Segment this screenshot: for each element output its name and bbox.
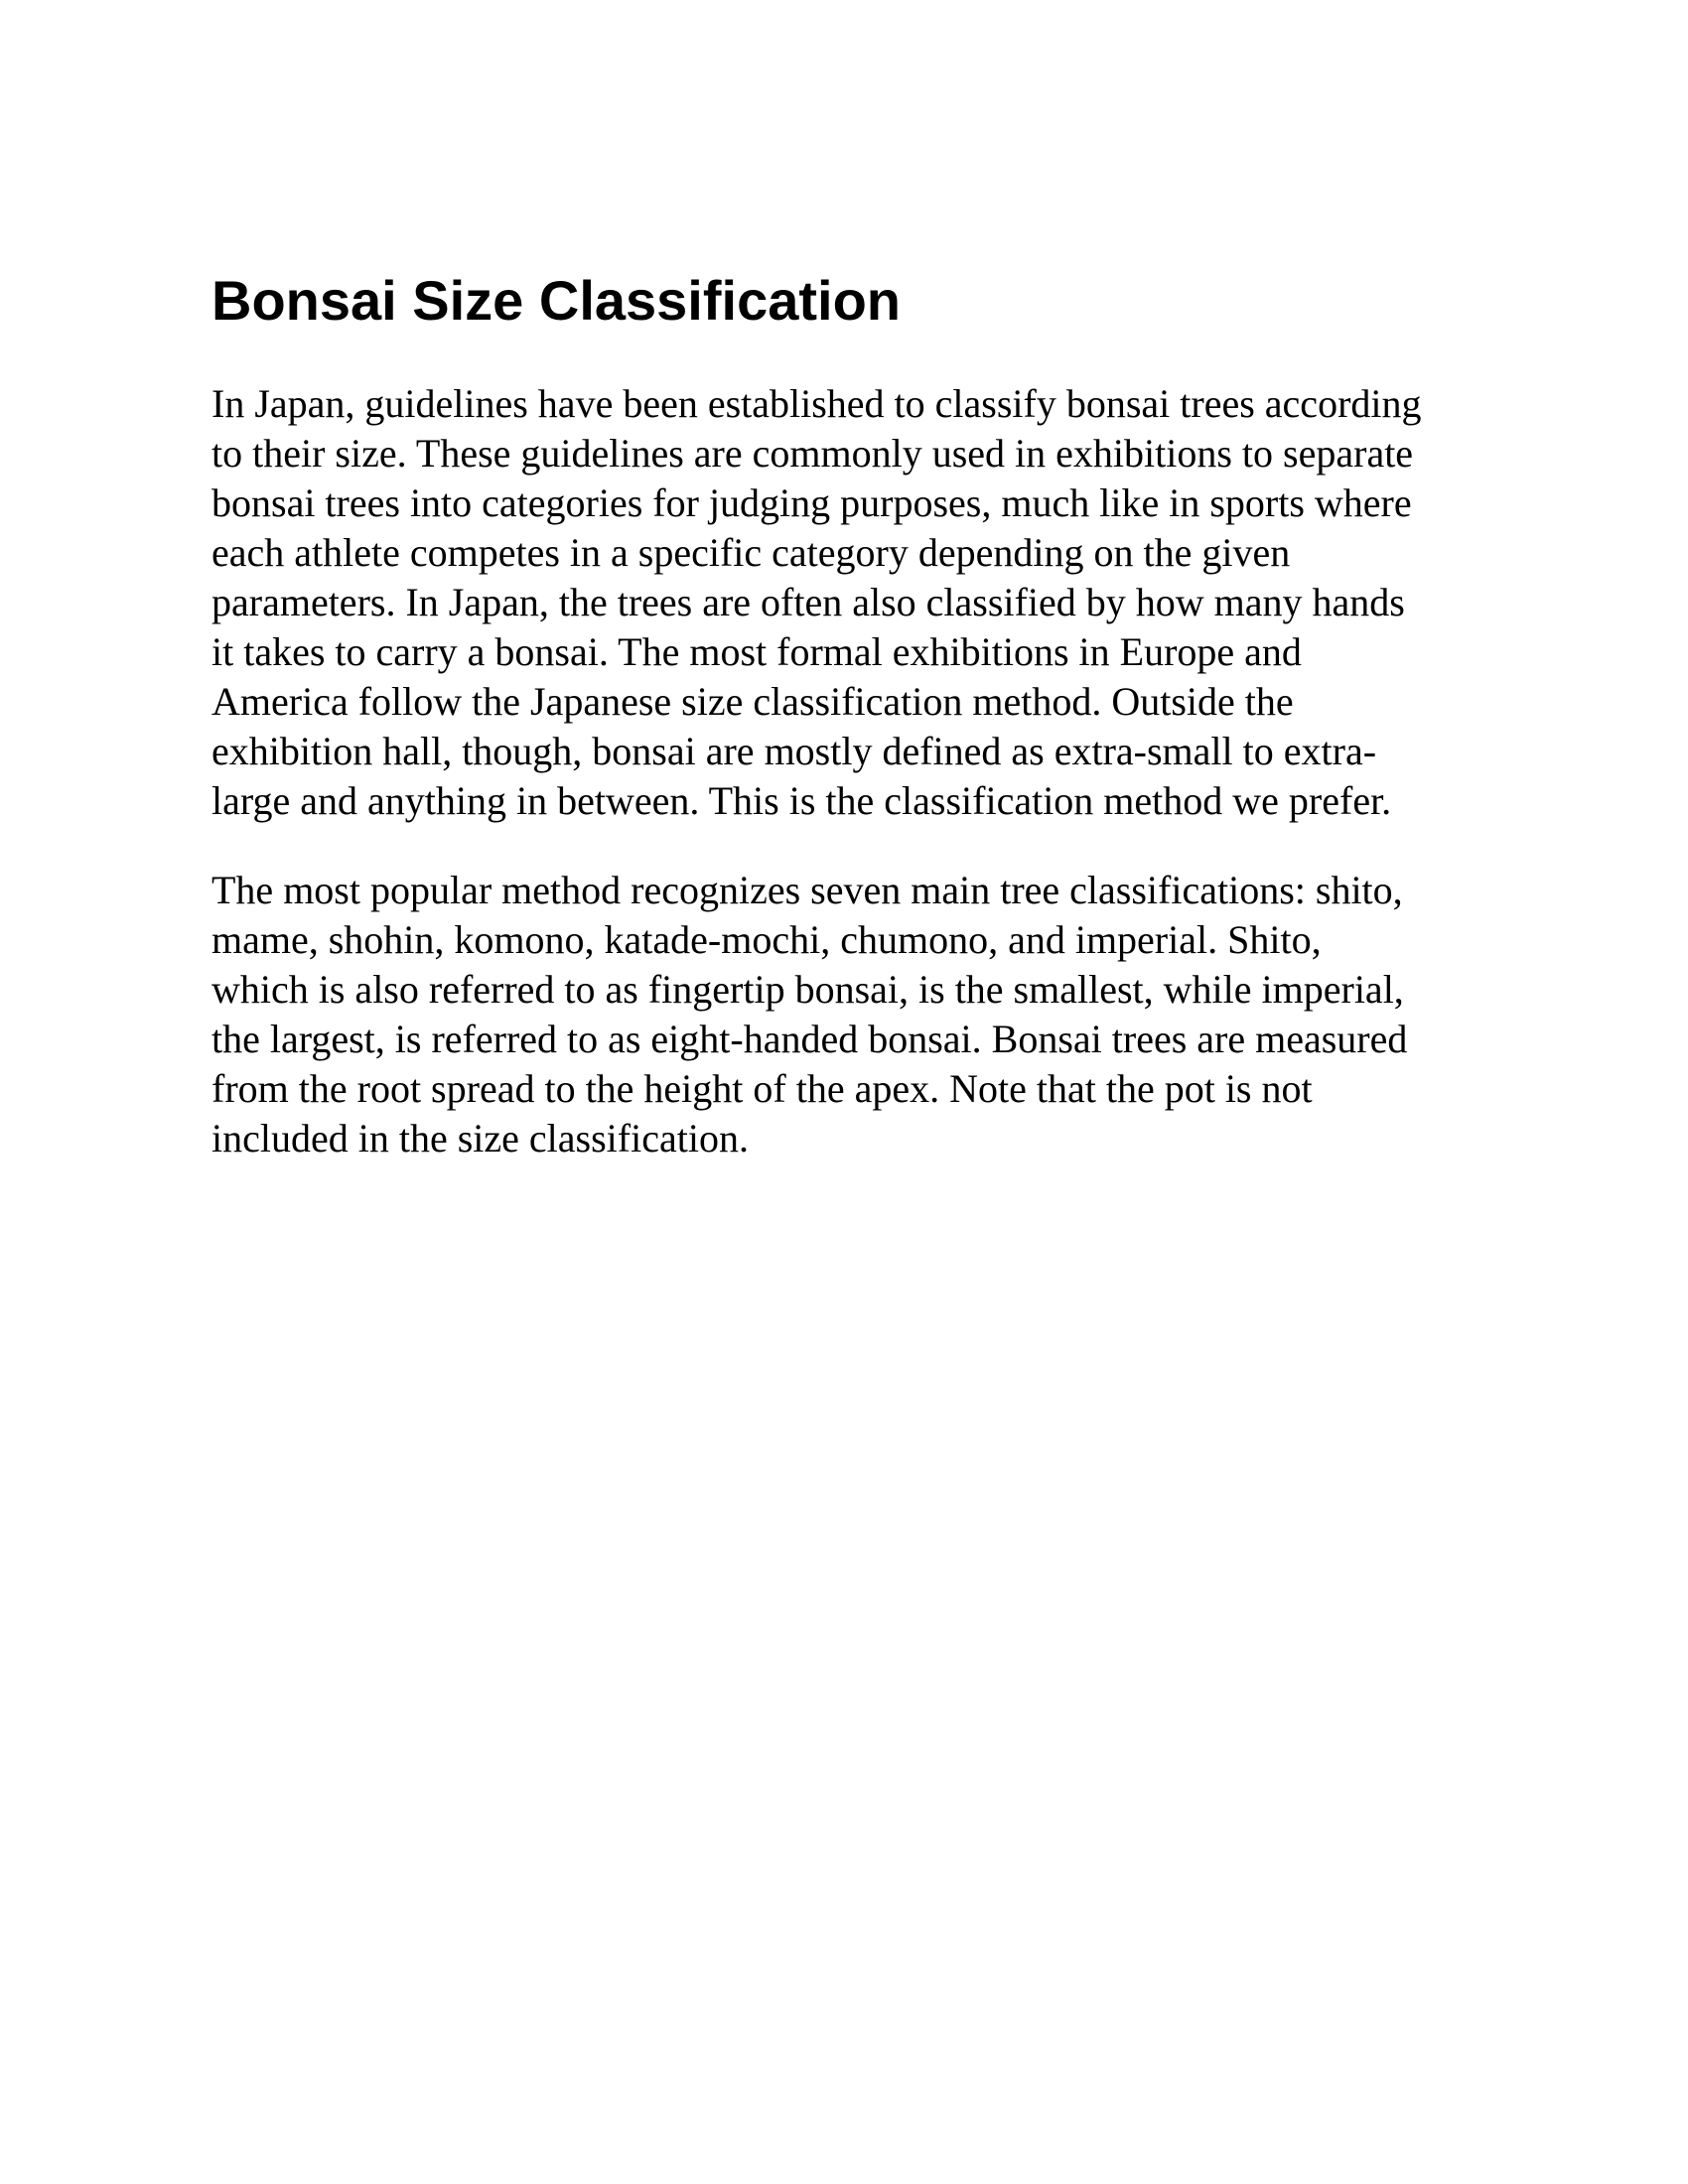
paragraph-line: the largest, is referred to as eight-handed bonsai. Bonsai trees are measured (211, 1017, 1408, 1061)
paragraph-line: exhibition hall, though, bonsai are mostly defined as extra-small to extra- (211, 729, 1377, 773)
paragraph-line: The most popular method recognizes seven main tree classifications: shito, (211, 868, 1403, 912)
paragraph-line: large and anything in between. This is the classification method we prefer. (211, 778, 1392, 823)
paragraph-line: bonsai trees into categories for judging purposes, much like in sports where (211, 480, 1412, 525)
paragraph-2 (211, 866, 1492, 1163)
document-page (211, 266, 1492, 1203)
paragraph-line: parameters. In Japan, the trees are often also classified by how many hands (211, 580, 1405, 624)
paragraph-1 (211, 379, 1492, 826)
paragraph-line: included in the size classification. (211, 1116, 749, 1160)
paragraph-line: to their size. These guidelines are commonly used in exhibitions to separate (211, 431, 1414, 476)
paragraph-line: each athlete competes in a specific category depending on the given (211, 530, 1291, 575)
paragraph-line: mame, shohin, komono, katade-mochi, chumono, and imperial. Shito, (211, 917, 1322, 962)
page-title: Bonsai Size Classification (211, 269, 901, 332)
paragraph-line: it takes to carry a bonsai. The most formal exhibitions in Europe and (211, 629, 1302, 674)
paragraph-line: which is also referred to as fingertip bonsai, is the smallest, while imperial, (211, 967, 1404, 1012)
paragraph-line: In Japan, guidelines have been established to classify bonsai trees according (211, 381, 1422, 426)
paragraph-line: from the root spread to the height of the apex. Note that the pot is not (211, 1066, 1313, 1111)
paragraph-line: America follow the Japanese size classification method. Outside the (211, 679, 1294, 724)
